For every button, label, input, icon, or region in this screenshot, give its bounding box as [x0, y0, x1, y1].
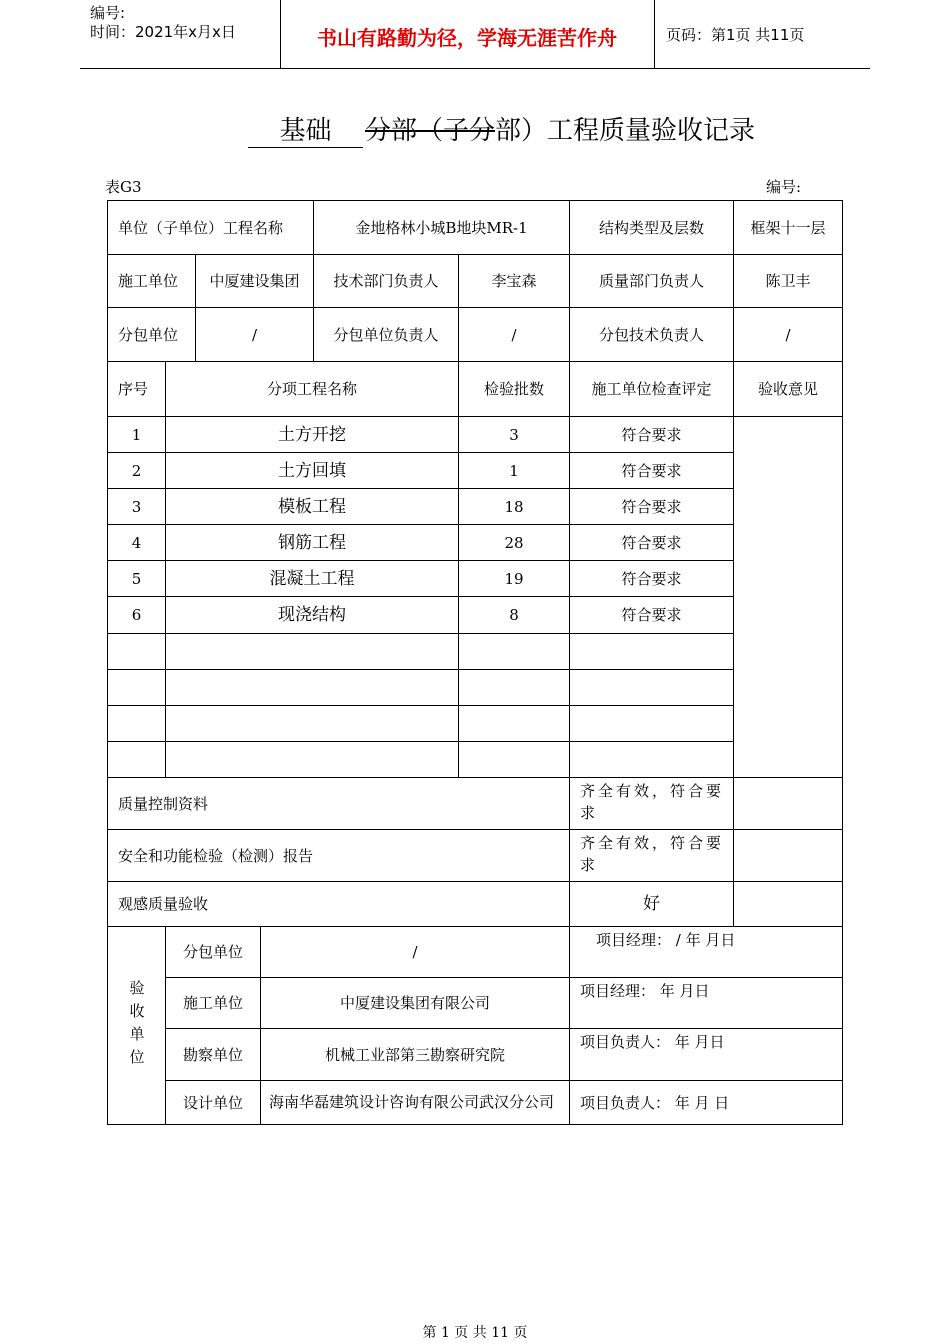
- accept-unit-value: 海南华磊建筑设计咨询有限公司武汉分公司: [260, 1080, 570, 1125]
- sub-tech-value: /: [733, 307, 843, 362]
- empty-cell: [569, 669, 734, 706]
- qc-label: 质量控制资料: [107, 777, 570, 830]
- empty-cell: [165, 669, 459, 706]
- header-divider: [654, 0, 655, 68]
- empty-cell: [569, 633, 734, 670]
- sub-head-value: /: [458, 307, 570, 362]
- row-no: 6: [107, 596, 166, 634]
- empty-cell: [458, 741, 570, 778]
- row-count: 19: [458, 560, 570, 597]
- structure-value: 框架十一层: [733, 200, 843, 255]
- empty-cell: [458, 633, 570, 670]
- accept-unit-label: 勘察单位: [165, 1028, 261, 1081]
- sub-tech-label: 分包技术负责人: [569, 307, 734, 362]
- project-value: 金地格林小城B地块MR-1: [313, 200, 570, 255]
- safety-opinion: [733, 829, 843, 882]
- accept-unit-label: 设计单位: [165, 1080, 261, 1125]
- qc-opinion: [733, 777, 843, 830]
- row-count: 8: [458, 596, 570, 634]
- sub-label: 分包单位: [107, 307, 196, 362]
- row-eval: 符合要求: [569, 488, 734, 525]
- empty-cell: [107, 633, 166, 670]
- row-count: 1: [458, 452, 570, 489]
- col-no: 序号: [107, 361, 166, 417]
- project-label: 单位（子单位）工程名称: [107, 200, 314, 255]
- row-eval: 符合要求: [569, 524, 734, 561]
- qc-value: 齐全有效，符合要求: [569, 777, 734, 830]
- title-prefix: 基础: [248, 110, 363, 148]
- tech-head-value: 李宝森: [458, 254, 570, 308]
- row-count: 18: [458, 488, 570, 525]
- col-name: 分项工程名称: [165, 361, 459, 417]
- header-motto: 书山有路勤为径，学海无涯苦作舟: [317, 26, 617, 50]
- row-count: 3: [458, 416, 570, 453]
- page-footer: 第 1 页 共 11 页: [422, 1325, 528, 1341]
- col-opinion: 验收意见: [733, 361, 843, 417]
- col-count: 检验批数: [458, 361, 570, 417]
- builder-label: 施工单位: [107, 254, 196, 308]
- empty-cell: [458, 705, 570, 742]
- sub-head-label: 分包单位负责人: [313, 307, 459, 362]
- accept-unit-value: 中厦建设集团有限公司: [260, 977, 570, 1029]
- row-eval: 符合要求: [569, 560, 734, 597]
- title-main: [365, 110, 755, 147]
- row-name: 土方开挖: [165, 416, 459, 453]
- empty-cell: [107, 741, 166, 778]
- row-no: 4: [107, 524, 166, 561]
- header-code-label: 编号:: [90, 4, 126, 22]
- row-eval: 符合要求: [569, 596, 734, 634]
- empty-cell: [165, 633, 459, 670]
- look-value: 好: [569, 881, 734, 927]
- row-no: 5: [107, 560, 166, 597]
- accept-unit-label: 施工单位: [165, 977, 261, 1029]
- table-tag: 表G3: [105, 178, 142, 196]
- row-count: 28: [458, 524, 570, 561]
- look-label: 观感质量验收: [107, 881, 570, 927]
- code-label: 编号:: [766, 178, 802, 196]
- row-no: 3: [107, 488, 166, 525]
- empty-cell: [165, 741, 459, 778]
- row-name: 模板工程: [165, 488, 459, 525]
- accept-unit-sign: 项目负责人： 年 月 日: [569, 1080, 843, 1125]
- safety-value: 齐全有效，符合要求: [569, 829, 734, 882]
- row-no: 1: [107, 416, 166, 453]
- col-eval: 施工单位检查评定: [569, 361, 734, 417]
- builder-value: 中厦建设集团: [195, 254, 314, 308]
- sub-value: /: [195, 307, 314, 362]
- row-name: 钢筋工程: [165, 524, 459, 561]
- opinion-cell: [733, 416, 843, 778]
- empty-cell: [458, 669, 570, 706]
- header-page-info: 页码：第1页 共11页: [666, 26, 805, 44]
- header-meta: [90, 4, 236, 42]
- row-name: 土方回填: [165, 452, 459, 489]
- look-opinion: [733, 881, 843, 927]
- row-eval: 符合要求: [569, 416, 734, 453]
- safety-label: 安全和功能检验（检测）报告: [107, 829, 570, 882]
- row-name: 现浇结构: [165, 596, 459, 634]
- quality-head-value: 陈卫丰: [733, 254, 843, 308]
- accept-unit-value: /: [260, 926, 570, 978]
- empty-cell: [107, 669, 166, 706]
- structure-label: 结构类型及层数: [569, 200, 734, 255]
- title-rest: 部）工程质量验收记录: [495, 116, 756, 146]
- accept-unit-sign: 项目经理： 年 月日: [569, 977, 843, 1029]
- accept-unit-sign: 项目经理： / 年 月日: [569, 926, 843, 978]
- row-name: 混凝土工程: [165, 560, 459, 597]
- page-header: [80, 0, 870, 69]
- empty-cell: [569, 741, 734, 778]
- header-time: 时间：2021年x月x日: [90, 23, 236, 41]
- accept-unit-label: 分包单位: [165, 926, 261, 978]
- empty-cell: [107, 705, 166, 742]
- empty-cell: [165, 705, 459, 742]
- tech-head-label: 技术部门负责人: [313, 254, 459, 308]
- accept-unit-value: 机械工业部第三勘察研究院: [260, 1028, 570, 1081]
- title-struck: 分部（子分: [365, 116, 496, 146]
- empty-cell: [569, 705, 734, 742]
- accept-unit-sign: 项目负责人： 年 月日: [569, 1028, 843, 1081]
- accept-group-label: 验收单位: [107, 926, 166, 1125]
- row-eval: 符合要求: [569, 452, 734, 489]
- quality-head-label: 质量部门负责人: [569, 254, 734, 308]
- row-no: 2: [107, 452, 166, 489]
